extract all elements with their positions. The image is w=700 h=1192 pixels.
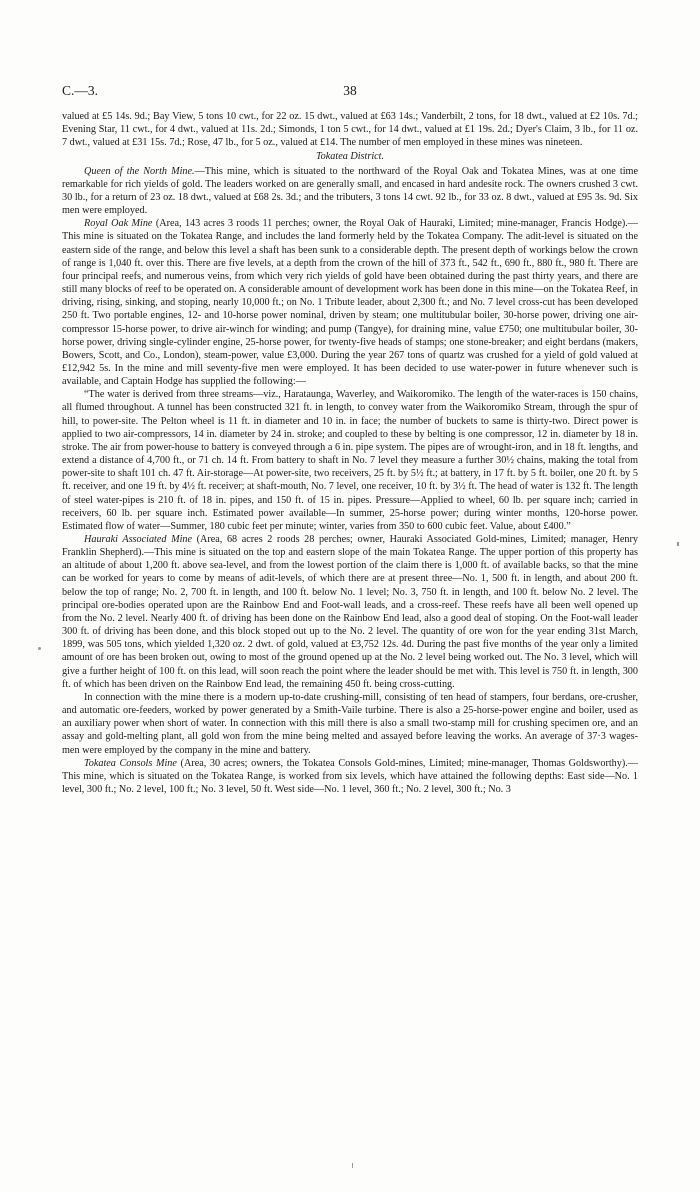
mine-name-queen-of-the-north: Queen of the North Mine. (84, 165, 195, 177)
paragraph-body: (Area, 143 acres 3 roods 11 perches; owner, the Royal Oak of Hauraki, Limited; mine-manager, Francis Hodge).—This mine is situated on the Tokatea Range, and includes the land formerly held by the Tokatea Company. The adit-level is situated on the eastern side of the range, and below this level a shaft has been sunk to a considerable depth. The present depth of workings below the crown of range is 1,040 ft. over this. There are five levels, at a depth from the crown of the hill of 373 ft., 542 ft., 690 ft., 880 ft., 980 ft. There are four principal reefs, and numerous veins, from which very rich yields of gold have been obtained during the past thirty years, and there are still many blocks of reef to be operated on. A considerable amount of development work has been done in this mine—on the Tokatea Reef, in driving, rising, sinking, and stoping, nearly 10,000 ft.; on No. 1 Tribute leader, about 2,300 ft.; and No. 7 level cross-cut has been developed 250 ft. Two portable engines, 12- and 10-horse power nominal, driven by steam; one multitubular boiler, 30-horse power, driving one air-compressor 15-horse power, to drive air-winch for winding; and pump (Tangye), for draining mine, value £750; one multitubular boiler, 30-horse power, driving single-cylinder engine, 25-horse power, for twenty-five heads of stamps; one stone-breaker; and eight berdans (makers, Bowers, Scott, and Co., London), steam-power, value £3,000. During the year 267 tons of quartz was crushed for a yield of gold valued at £12,942 5s. In the mine and mill seventy-five men were employed. It has been decided to use water-power in future whenever such is available, and Captain Hodge has supplied the following:— (62, 218, 638, 388)
margin-speck (352, 1163, 353, 1168)
margin-speck (677, 542, 679, 546)
body-text (62, 110, 638, 796)
paragraph-crushing-mill: In connection with the mine there is a modern up-to-date crushing-mill, consisting of ten head of stampers, four berdans, ore-crusher, and automatic ore-feeders, worked by power generated by a Smith-Vaile turbine. There is also a 25-horse-power engine and boiler, used as an auxiliary power when short of water. In connection with this mill there is also a small two-stamp mill for crushing specimen ore, and an assay and gold-melting plant, all gold won from the mine being melted and assayed before leaving the works. An average of 37·3 wages-men were employed by the company in the mine and battery. (62, 691, 638, 756)
paragraph-body: —This mine, which is situated to the northward of the Royal Oak and Tokatea Mines, was at one time remarkable for rich yields of gold. The leaders worked on are generally small, and encased in hard andesite rock. The owners crushed 3 cwt. 30 lb., for a return of 23 oz. 18 dwt., valued at £68 2s. 3d.; and the tributers, 3 tons 14 cwt. 92 lb., for 33 oz. 8 dwt., valued at £95 3s. 9d. Six men were employed. (62, 165, 638, 217)
margin-speck (38, 647, 41, 650)
paragraph-tokatea-consols (62, 757, 638, 796)
paragraph-continued: valued at £5 14s. 9d.; Bay View, 5 tons 10 cwt., for 22 oz. 15 dwt., valued at £63 14s.; Vanderbilt, 2 tons, for 18 dwt., valued at £2 10s. 7d.; Evening Star, 11 cwt., for 4 dwt., valued at 11s. 2d.; Simonds, 1 ton 5 cwt., for 14 dwt., valued at £1 19s. 2d.; Dyer's Claim, 3 lb., for 11 oz. 7 dwt., valued at £31 15s. 7d.; Rose, 47 lb., for 5 oz., valued at £14. The number of men employed in these mines was nineteen. (62, 111, 638, 149)
mine-name-hauraki-associated: Hauraki Associated Mine (84, 534, 193, 545)
page-number: 38 (343, 83, 357, 98)
paragraph-water-supply-quote: “The water is derived from three streams—viz., Harataunga, Waverley, and Waikoromiko. The length of the water-races is 150 chains, all flumed throughout. A tunnel has been constructed 321 ft. in length, to convey water from the Waikoromiko Stream, through the spur of hill, to power-site. The Pelton wheel is 11 ft. in diameter and 10 in. in face; the number of buckets to same is thirty-two. Direct power is applied to two air-compressors, 14 in. diameter by 24 in. stroke; and coupled to these by belting is one compressor, 12 in. diameter by 18 in. stroke. The air from power-house to battery is conveyed through a 6 in. pipe system. The pipes are of wrought-iron, and in 18 ft. lengths, and extend a distance of 4,700 ft., or 71 ch. 14 ft. From battery to shaft in No. 7 level they measure a further 30½ chains, making the total from power-site to shaft 101 ch. 47 ft. Air-storage—At power-site, two receivers, 25 ft. by 5½ ft.; at battery, in 17 ft. by 5 ft. boiler, one 20 ft. by 5 ft. receiver, and one 19 ft. by 4½ ft. receiver; at shaft-mouth, No. 7 level, one receiver, 10 ft. by 3½ ft. The head of water is 132 ft. The length of steel water-pipes is 210 ft. of 18 in. pipes, and 150 ft. of 15 in. pipes. Pressure—Applied to wheel, 60 lb. per square inch; carried in receivers, 60 lb. per square inch. Estimated power available—In summer, 25-horse power; during winter months, 120-horse power. Estimated flow of water—Summer, 180 cubic feet per minute; winter, varies from 350 to 600 cubic feet. Value, about £400.” (62, 389, 638, 532)
report-reference: C.—3. (62, 83, 99, 98)
paragraph-body: (Area, 30 acres; owners, the Tokatea Consols Gold-mines, Limited; mine-manager, Thomas Goldsworthy).—This mine, which is situated on the Tokatea Range, is worked from six levels, which have attained the following depths: East side—No. 1 level, 300 ft.; No. 2 level, 100 ft.; No. 3 level, 50 ft. West side—No. 1 level, 360 ft.; No. 2 level, 300 ft.; No. 3 (62, 757, 638, 795)
paragraph-body: (Area, 68 acres 2 roods 28 perches; owner, Hauraki Associated Gold-mines, Limited; manager, Henry Franklin Shepherd).—This mine is situated on the top and eastern slope of the main Tokatea Range. The upper portion of this property has an altitude of about 1,200 ft. above sea-level, and from the lowest portion of the claim there is 1,000 ft. of available backs, so that the mine can be worked for years to come by means of adit-levels, of which there are at present three—No. 1, 500 ft. in length, and about 200 ft. below the top of range; No. 2, 700 ft. in length, and 100 ft. below No. 1 level; No. 3, 750 ft. in length, and 100 ft. below No. 2 level. The principal ore-bodies operated upon are the Rainbow End and Foot-wall leads, and a cross-reef. These reefs have all been well opened up from the No. 2 level. Nearly 400 ft. of driving has been done on the Rainbow End lead, also a good deal of stoping. On the Foot-wall leader 300 ft. of driving has been done, and this block stoped out up to the No. 2 level. The quantity of ore won for the year ending 31st March, 1899, was 505 tons, which yielded 1,320 oz. 2 dwt. of gold, valued at £3,752 12s. 4d. During the past five months of the year only a limited amount of ore has been broken out, owing to most of the ground opened up at the No. 2 level being worked out. The No. 3 level, which will give a further height of 100 ft. on this lead, will soon reach the point where the leader should be met with. This level is 750 ft. in length, 300 ft. of which has been driven on the Rainbow End lead, the remaining 450 ft. being cross-cutting. (62, 534, 638, 690)
mine-name-royal-oak: Royal Oak Mine (84, 218, 153, 230)
mine-name-tokatea-consols: Tokatea Consols Mine (84, 757, 177, 769)
paragraph-royal-oak (62, 217, 638, 388)
page-header (62, 83, 638, 101)
paragraph-hauraki-associated (62, 533, 638, 691)
district-heading: Tokatea District. (315, 151, 385, 163)
paragraph-queen-of-the-north (62, 165, 638, 218)
